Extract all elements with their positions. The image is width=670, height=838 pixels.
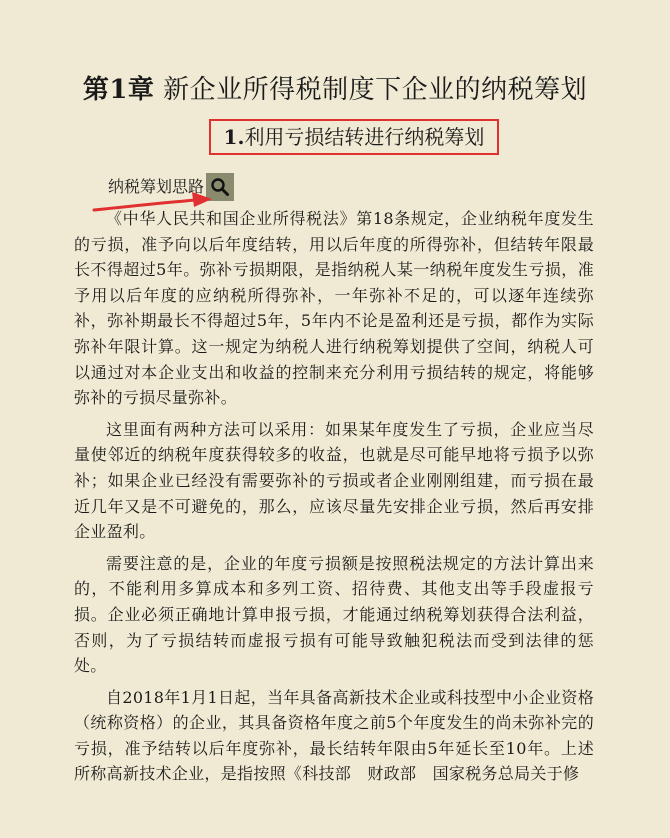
chapter-number: 第1章 [82,75,155,105]
section-title-box [209,119,499,155]
paragraph: 《中华人民共和国企业所得税法》第18条规定，企业纳税年度发生的亏损，准予向以后年度结转，用以后年度的所得弥补，但结转年限最长不得超过5年。弥补亏损期限，是指纳税人某一纳税年度发生亏损，准予用以后年度的应纳税所得弥补，一年弥补不足的，可以逐年连续弥补，弥补期最长不得超过5年，5年内不论是盈利还是亏损，都作为实际弥补年限计算。这一规定为纳税人进行纳税筹划提供了空间，纳税人可以通过对本企业支出和收益的控制来充分利用亏损结转的规定，将能够弥补的亏损尽量弥补。 [74,209,594,408]
chapter-title-text: 新企业所得税制度下企业的纳税筹划 [154,75,588,105]
paragraph: 自2018年1月1日起，当年具备高新技术企业或科技型中小企业资格（统称资格）的企业，其具备资格年度之前5个年度发生的尚未弥补完的亏损，准予结转以后年度弥补，最长结转年限由5年延长至10年。上述所称高新技术企业，是指按照《科技部 财政部 国家税务总局关于修 [74,687,594,784]
paragraph: 这里面有两种方法可以采用：如果某年度发生了亏损，企业应当尽量使邻近的纳税年度获得较多的收益，也就是尽可能早地将亏损予以弥补；如果企业已经没有需要弥补的亏损或者企业刚刚组建，而亏损在最近几年又是不可避免的，那么，应该尽量先安排企业亏损，然后再安排企业盈利。 [74,419,594,542]
chapter-title [0,72,670,108]
section-title-text: 利用亏损结转进行纳税筹划 [244,125,485,149]
paragraph: 需要注意的是，企业的年度亏损额是按照税法规定的方法计算出来的，不能利用多算成本和多列工资、招待费、其他支出等手段虚报亏损。企业必须正确地计算申报亏损，才能通过纳税筹划获得合法利益，否则，为了亏损结转而虚报亏损有可能导致触犯税法而受到法律的惩处。 [74,553,594,676]
section-number: 1. [223,125,245,149]
body-text [74,206,594,793]
tip-label: 纳税筹划思路 [108,177,205,196]
